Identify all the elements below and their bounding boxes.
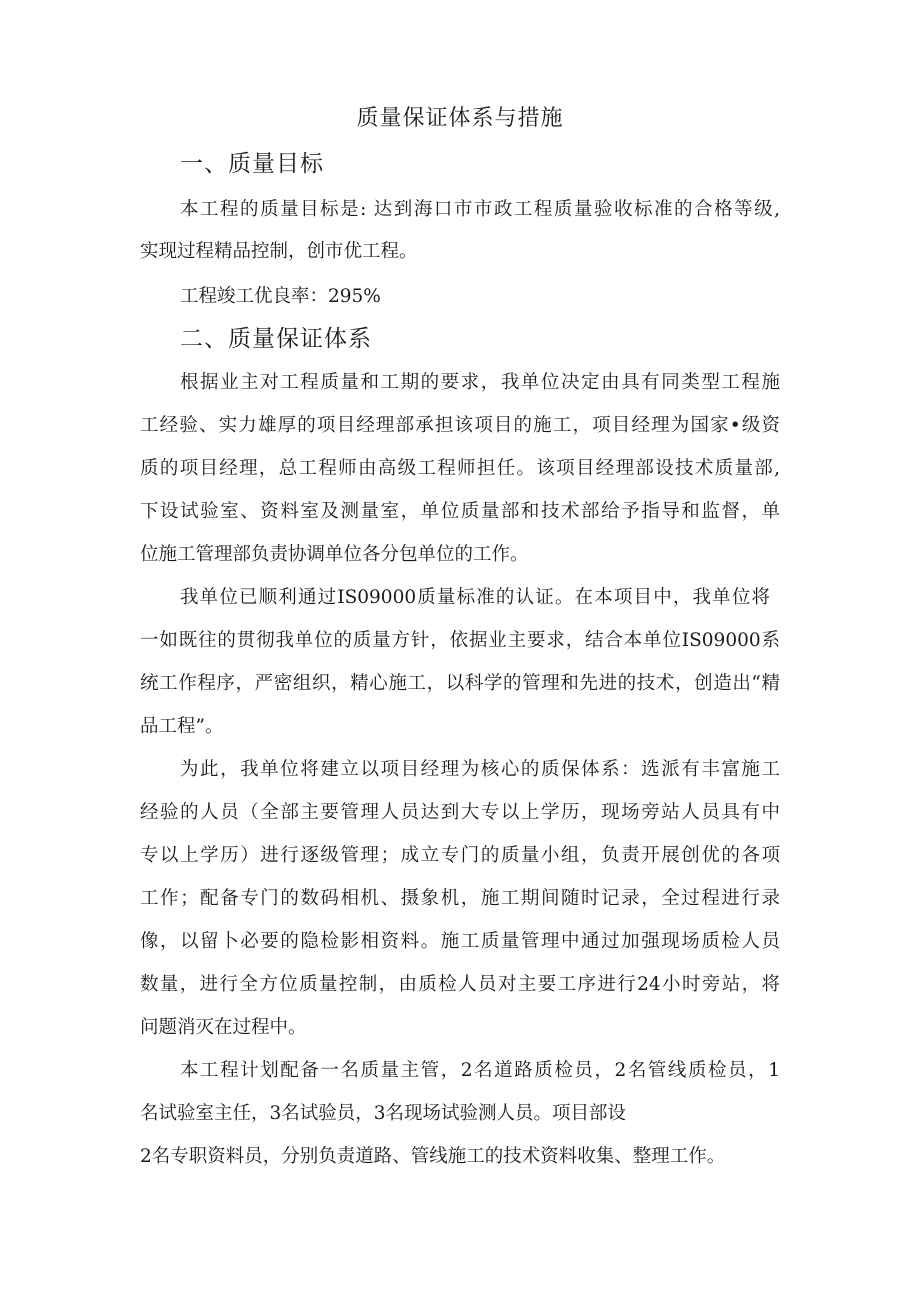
paragraph-line: 名试验室主任，3名试验员，3名现场试验测人员。项目部设 [140,1103,627,1124]
paragraph-line: 2名专职资料员，分别负责道路、管线施工的技术资料收集、整理工作。 [140,1146,726,1167]
paragraph-line: 我单位已顺利通过IS09000质量标准的认证。在本项目中，我单位将 [180,587,770,608]
paragraph-line: 工程竣工优良率：295% [180,286,381,307]
paragraph-line: 问题消灭在过程中。 [140,1017,307,1038]
paragraph-line: 经验的人员（全部主要管理人员达到大专以上学历，现场旁站人员具有中 [140,802,780,823]
paragraph-line: 一如既往的贯彻我单位的质量方针，依据业主要求，结合本单位IS09000系 [140,630,780,651]
paragraph-line: 实现过程精品控制，创市优工程。 [140,241,418,262]
paragraph-line: 专以上学历）进行逐级管理；成立专门的质量小组，负责开展创优的各项 [140,845,780,866]
document-title: 质量保证体系与措施 [356,106,564,131]
section-heading-quality-system: 二、质量保证体系 [180,326,372,352]
paragraph-line: 根据业主对工程质量和工期的要求，我单位决定由具有同类型工程施 [180,372,780,393]
paragraph-line: 像，以留卜必要的隐检影相资料。施工质量管理中通过加强现场质检人员 [140,931,780,952]
paragraph-line: 数量，进行全方位质量控制，由质检人员对主要工序进行24小时旁站，将 [140,974,780,995]
paragraph-line: 工作；配备专门的数码相机、摄象机，施工期间随时记录，全过程进行录 [140,888,780,909]
paragraph-line: 质的项目经理，总工程师由高级工程师担任。该项目经理部设技术质量部, [140,458,780,479]
paragraph-line: 本工程计划配备一名质量主管，2名道路质检员，2名管线质检员，1 [180,1060,780,1081]
paragraph-line: 下设试验室、资料室及测量室，单位质量部和技术部给予指导和监督，单 [140,501,780,522]
paragraph-line: 统工作程序，严密组织，精心施工，以科学的管理和先进的技术，创造出“精 [140,673,780,694]
paragraph-line: 本工程的质量目标是: 达到海口市市政工程质量验收标准的合格等级, [180,199,780,220]
paragraph-line: 工经验、实力雄厚的项目经理部承担该项目的施工，项目经理为国家•级资 [140,415,780,436]
paragraph-line: 为此，我单位将建立以项目经理为核心的质保体系：选派有丰富施工 [180,759,780,780]
paragraph-line: 位施工管理部负责协调单位各分包单位的工作。 [140,544,529,565]
paragraph-line: 品工程”。 [140,716,224,737]
section-heading-quality-goal: 一、质量目标 [180,151,324,177]
